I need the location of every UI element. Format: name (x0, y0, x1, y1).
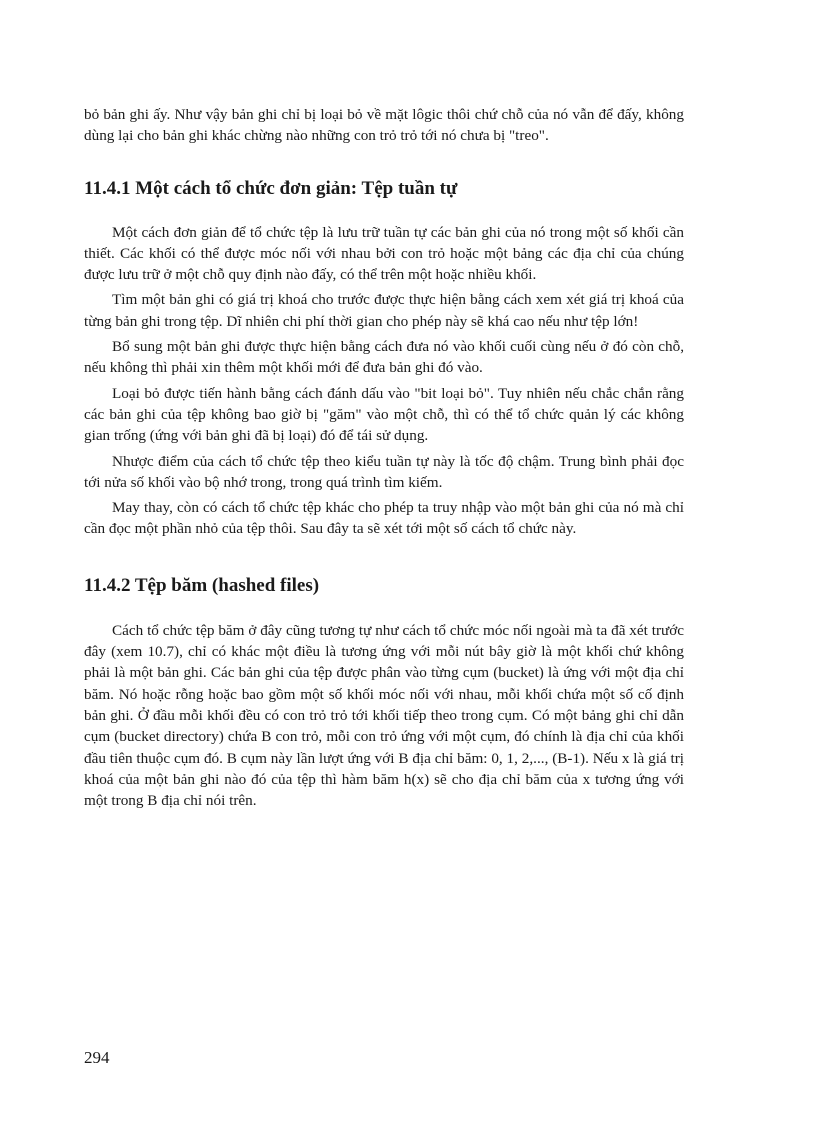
body-paragraph: Tìm một bản ghi có giá trị khoá cho trước được thực hiện bằng cách xem xét giá trị khoá của từng bản ghi trong tệp. Dĩ nhiên chi phí thời gian cho phép này sẽ khá cao nếu như tệp lớn! (84, 291, 684, 330)
page-number: 294 (84, 1048, 110, 1067)
page-body (84, 104, 684, 815)
body-paragraph: Cách tổ chức tệp băm ở đây cũng tương tự như cách tổ chức móc nối ngoài mà ta đã xét trước đây (xem 10.7), chỉ có khác một điều là tương ứng với mỗi nút bây giờ là một khối chứ không phải là một bản ghi. Các bản ghi của tệp được phân vào từng cụm (bucket) là ứng với một địa chỉ băm. Nó hoặc rỗng hoặc bao gồm một số khối móc nối với nhau, mỗi khối chứa một số cố định bản ghi. Ở đầu mỗi khối đều có con trỏ trỏ tới khối tiếp theo trong cụm. Có một bảng ghi chỉ dẫn cụm (bucket directory) chứa B con trỏ, mỗi con trỏ ứng với một cụm, đó chính là địa chỉ của khối đầu tiên thuộc cụm đó. B cụm này lần lượt ứng với B địa chỉ băm: 0, 1, 2,..., (B-1). Nếu x là giá trị khoá của một bản ghi nào đó của tệp thì hàm băm h(x) sẽ cho địa chỉ băm của x tương ứng với một trong B địa chỉ nói trên. (84, 621, 684, 810)
section-heading-hashed-files: 11.4.2 Tệp băm (hashed files) (84, 574, 320, 596)
intro-paragraph: bỏ bản ghi ấy. Như vậy bản ghi chỉ bị loại bỏ về mặt lôgic thôi chứ chỗ của nó vẫn để đấy, không dùng lại cho bản ghi khác chừng nào những con trỏ trỏ tới nó chưa bị "treo". (84, 106, 684, 145)
body-paragraph: May thay, còn có cách tổ chức tệp khác cho phép ta truy nhập vào một bản ghi của nó mà chỉ cần đọc một phần nhỏ của tệp thôi. Sau đây ta sẽ xét tới một số cách tổ chức này. (84, 499, 684, 538)
body-paragraph: Một cách đơn giản để tổ chức tệp là lưu trữ tuần tự các bản ghi của nó trong một số khối cần thiết. Các khối có thể được móc nối với nhau bởi con trỏ hoặc một bảng các địa chỉ của chúng được lưu trữ ở một chỗ quy định nào đấy, có thể trên một hoặc nhiều khối. (84, 223, 684, 284)
body-paragraph: Loại bỏ được tiến hành bằng cách đánh dấu vào "bit loại bỏ". Tuy nhiên nếu chắc chắn rằng các bản ghi của tệp không bao giờ bị "găm" vào một chỗ, thì có thể tổ chức quản lý các không gian trống (ứng với bản ghi đã bị loại) đó để tái sử dụng. (84, 384, 684, 445)
body-paragraph: Nhược điểm của cách tổ chức tệp theo kiểu tuần tự này là tốc độ chậm. Trung bình phải đọc tới nửa số khối vào bộ nhớ trong, trong quá trình tìm kiếm. (84, 452, 684, 491)
section-heading-sequential-file: 11.4.1 Một cách tổ chức đơn giản: Tệp tuần tự (84, 177, 458, 199)
body-paragraph: Bổ sung một bản ghi được thực hiện bằng cách đưa nó vào khối cuối cùng nếu ở đó còn chỗ, nếu không thì phải xin thêm một khối mới để đưa bản ghi đó vào. (84, 338, 684, 377)
